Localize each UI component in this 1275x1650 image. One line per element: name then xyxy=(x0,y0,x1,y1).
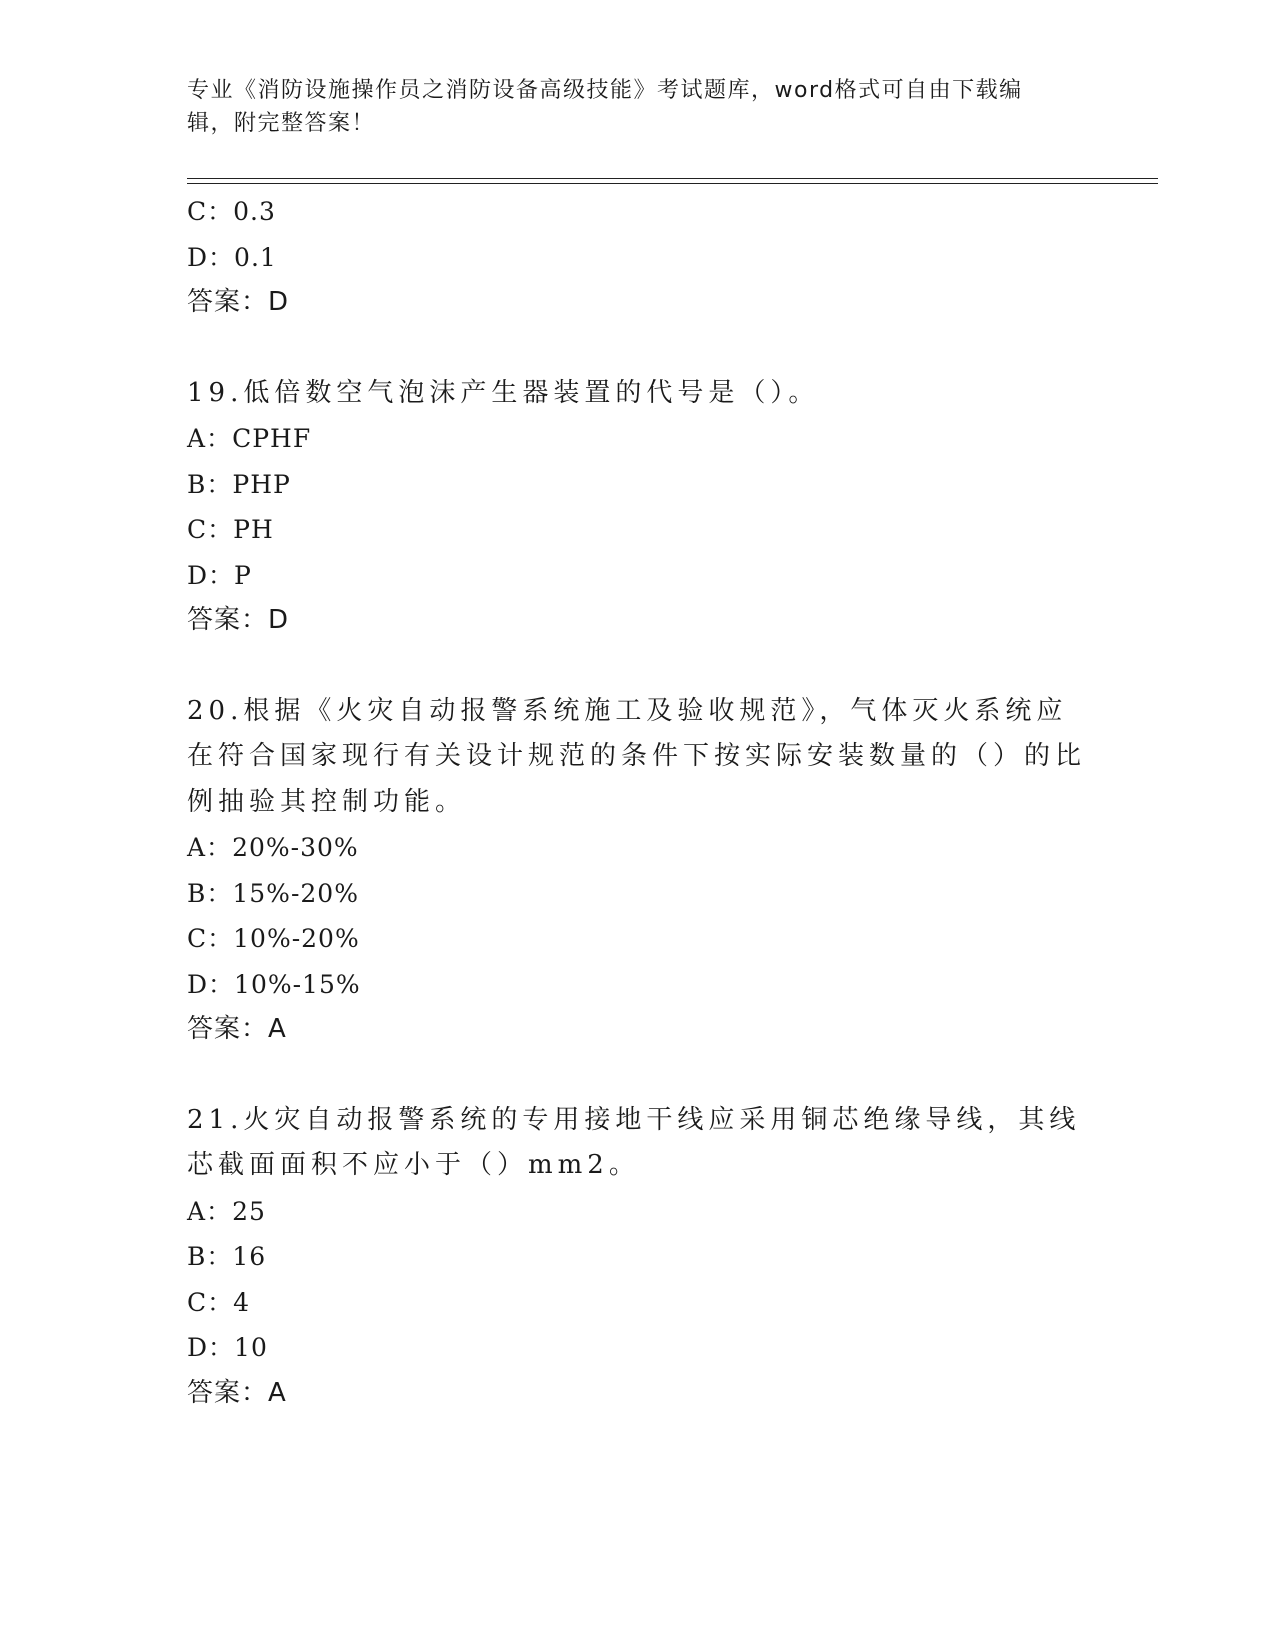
spacer xyxy=(187,1053,1087,1098)
option-d: D：P xyxy=(187,560,252,590)
question-list xyxy=(187,189,1087,1416)
option-c: C：10%-20% xyxy=(187,924,360,953)
question-text: 21.火灾自动报警系统的专用接地干线应采用铜芯绝缘导线，其线芯截面面积不应小于（）mm2。 xyxy=(187,1104,1081,1180)
option-a: A：20%-30% xyxy=(187,833,359,862)
spacer xyxy=(187,326,1087,371)
question-19 xyxy=(187,371,1087,644)
question-text: 19.低倍数空气泡沫产生器装置的代号是（）。 xyxy=(187,377,820,408)
header-rule-bottom xyxy=(187,183,1158,184)
header-rule-top xyxy=(187,178,1158,179)
question-text: 20.根据《火灾自动报警系统施工及验收规范》，气体灭火系统应在符合国家现行有关设计规范的条件下按实际安装数量的（）的比例抽验其控制功能。 xyxy=(187,695,1087,817)
option-c: C：PH xyxy=(187,515,274,544)
answer-line: 答案：A xyxy=(187,1014,287,1044)
question-20 xyxy=(187,689,1087,1053)
option-b: B：PHP xyxy=(187,469,291,499)
answer-line: 答案：D xyxy=(187,287,290,317)
document-header xyxy=(187,74,1067,140)
question-21 xyxy=(187,1098,1087,1417)
option-b: B：16 xyxy=(187,1242,267,1271)
prev-question-block xyxy=(187,189,1087,326)
option-d: D：0.1 xyxy=(187,242,277,272)
answer-line: 答案：D xyxy=(187,605,290,635)
option-a: A：25 xyxy=(187,1196,266,1226)
question-number: 19. xyxy=(187,377,244,408)
option-d: D：10 xyxy=(187,1333,268,1362)
spacer xyxy=(187,644,1087,689)
option-c: C：0.3 xyxy=(187,197,276,226)
header-intro-text: 专业《消防设施操作员之消防设备高级技能》考试题库，word格式可自由下载编辑，附完整答案！ xyxy=(187,78,1023,136)
option-a: A：CPHF xyxy=(187,424,312,453)
option-b: B：15%-20% xyxy=(187,878,359,908)
option-c: C：4 xyxy=(187,1287,251,1317)
question-number: 20. xyxy=(187,695,244,726)
question-number: 21. xyxy=(187,1104,244,1135)
answer-line: 答案：A xyxy=(187,1377,287,1408)
option-d: D：10%-15% xyxy=(187,969,361,999)
